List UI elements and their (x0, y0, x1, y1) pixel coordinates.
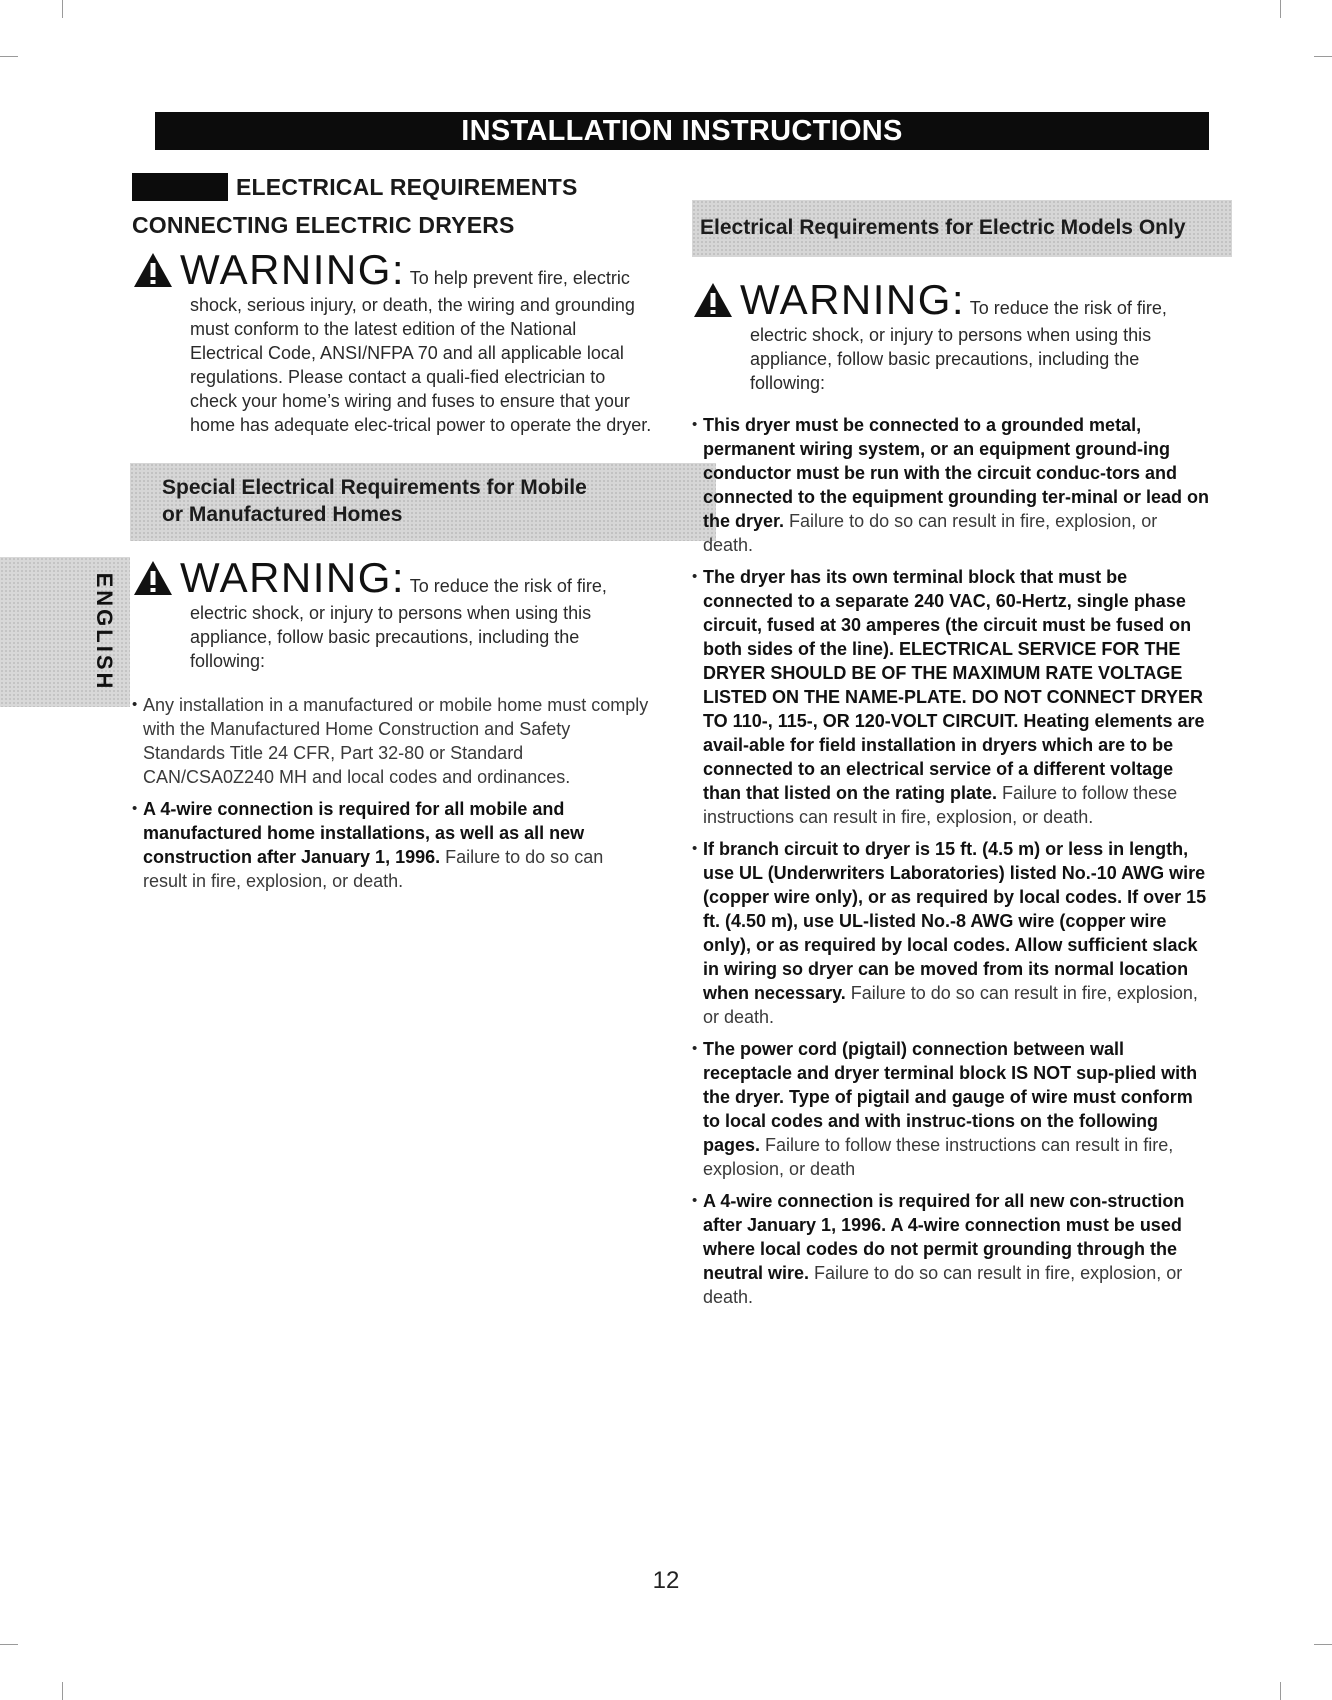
warning-block-2 (132, 555, 652, 673)
list-item (692, 565, 1212, 829)
crop-mark-left-top (0, 56, 18, 57)
warning-lead-text: To reduce the risk of fire, (969, 298, 1167, 318)
electric-models-heading-band (692, 200, 1232, 257)
warning-text: electric shock, or injury to persons when using this appliance, follow basic precautions, including the following: (750, 325, 1152, 393)
list-item (132, 693, 652, 789)
band-line-2: or Manufactured Homes (162, 503, 403, 526)
electric-models-bullet-list (692, 413, 1212, 1309)
warning-word: WARNING: (180, 554, 406, 601)
band-line-1: Special Electrical Requirements for Mobile (162, 476, 587, 499)
language-tab-label: ENGLISH (92, 572, 117, 692)
section-title (132, 172, 652, 202)
warning-triangle-icon (132, 247, 180, 437)
right-column (692, 200, 1212, 1317)
bullet-text: Failure to do so can result in fire, explosion, or death. (703, 1263, 1183, 1307)
bullet-bold-text: This dryer must be connected to a grounded metal, permanent wiring system, or an equipment ground-ing conductor must be run with the circuit conduc-tors and connected to the equipment grounding ter-minal or lead on the dryer. (703, 415, 1210, 531)
warning-triangle-icon (692, 277, 740, 395)
mobile-homes-heading-band (130, 463, 716, 541)
bullet-text: Failure to follow these instructions can result in fire, explosion, or death. (703, 783, 1178, 827)
list-item (692, 413, 1212, 557)
bullet-bold-text: The dryer has its own terminal block that must be connected to a separate 240 VAC, 60-Hertz, single phase circuit, fused at 30 amperes (the circuit must be fused on both sides of the line). ELECTRICAL SERVICE FOR THE DRYER SHOULD BE OF THE MAXIMUM RATE VOLTAGE LISTED ON THE NAME-PLATE. DO NOT CONNECT DRYER TO 110-, 115-, OR 120-VOLT CIRCUIT. Heating elements are avail-able for field installation in dryers which are to be connected to an electrical service of a different voltage than that listed on the rating plate. (703, 567, 1205, 803)
bullet-bold-text: A 4-wire connection is required for all mobile and manufactured home installations, as well as all new construction after January 1, 1996. (143, 799, 585, 867)
crop-mark-right-bottom (1314, 1644, 1332, 1645)
page-number: 12 (652, 1567, 680, 1594)
subsection-title: CONNECTING ELECTRIC DRYERS (132, 212, 515, 238)
warning-text: electric shock, or injury to persons when using this appliance, follow basic precautions, including the following: (190, 603, 592, 671)
crop-mark-top-right (1280, 0, 1281, 18)
warning-block-3 (692, 277, 1212, 395)
band-title: Electrical Requirements for Electric Models Only (700, 216, 1186, 239)
crop-mark-top-left (62, 0, 63, 18)
warning-triangle-icon (132, 555, 180, 673)
list-item (692, 1189, 1212, 1309)
bullet-text: Failure to do so can result in fire, explosion, or death. (703, 511, 1158, 555)
crop-mark-left-bottom (0, 1644, 18, 1645)
header-title: INSTALLATION INSTRUCTIONS (461, 115, 903, 147)
list-item (132, 797, 652, 893)
crop-mark-bottom-right (1280, 1682, 1281, 1700)
header-bar (155, 112, 1209, 150)
crop-mark-right-top (1314, 56, 1332, 57)
warning-lead-text: To help prevent fire, electric (409, 268, 630, 288)
section-marker-block (132, 173, 228, 201)
left-column (132, 172, 652, 901)
bullet-text: Any installation in a manufactured or mobile home must comply with the Manufactured Home Construction and Safety Standards Title 24 CFR, Part 32-80 or Standard CAN/CSA0Z240 MH and local codes and ordinances. (143, 695, 649, 787)
warning-block-1 (132, 247, 652, 437)
crop-mark-bottom-left (62, 1682, 63, 1700)
bullet-text: Failure to do so can result in fire, explosion, or death. (143, 847, 604, 891)
bullet-bold-text: If branch circuit to dryer is 15 ft. (4.5 m) or less in length, use UL (Underwriters Laboratories) listed No.-10 AWG wire (copper wire only), or as required by local codes. If over 15 ft. (4.50 m), use UL-listed No.-8 AWG wire (copper wire only), or as required by local codes. Allow sufficient slack in wiring so dryer can be moved from its normal location when necessary. (703, 839, 1207, 1003)
bullet-bold-text: The power cord (pigtail) connection between wall receptacle and dryer terminal block IS NOT sup-plied with the dryer. Type of pigtail and gauge of wire must conform to local codes and with instruc-tions on the following pages. (703, 1039, 1198, 1155)
bullet-text: Failure to do so can result in fire, explosion, or death. (703, 983, 1198, 1027)
warning-word: WARNING: (180, 246, 406, 293)
section-title-text: ELECTRICAL REQUIREMENTS (236, 173, 578, 200)
bullet-bold-text: A 4-wire connection is required for all new con-struction after January 1, 1996. A 4-wire connection must be used where local codes do not permit grounding through the neutral wire. (703, 1191, 1185, 1283)
warning-lead-text: To reduce the risk of fire, (409, 576, 607, 596)
warning-word: WARNING: (740, 276, 966, 323)
bullet-text: Failure to follow these instructions can result in fire, explosion, or death (703, 1135, 1174, 1179)
list-item (692, 837, 1212, 1029)
mobile-home-bullet-list (132, 693, 652, 893)
warning-text: shock, serious injury, or death, the wiring and grounding must conform to the latest edition of the National Electrical Code, ANSI/NFPA 70 and all applicable local regulations. Please contact a quali-fied electrician to check your home’s wiring and fuses to ensure that your home has adequate elec-trical power to operate the dryer. (190, 295, 652, 435)
list-item (692, 1037, 1212, 1181)
